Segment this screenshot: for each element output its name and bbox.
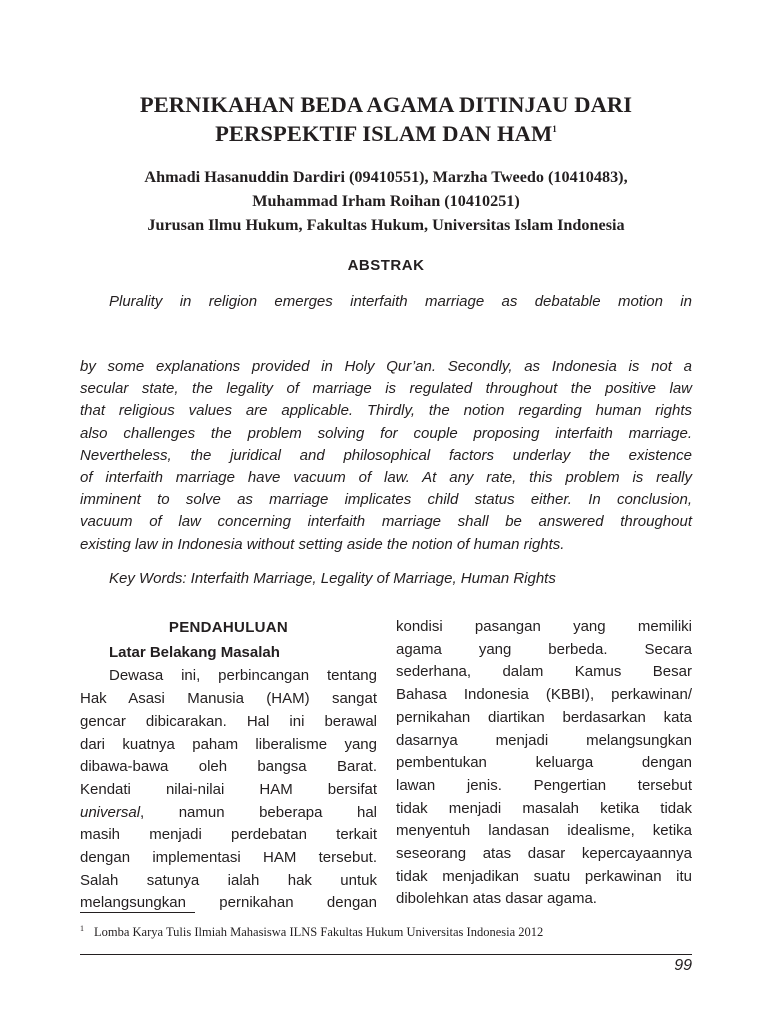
body-line: dibolehkan atas dasar agama.	[396, 890, 597, 908]
abstract-line: that religious values are applicable. Thirdly, the notion regarding human rights	[80, 402, 692, 420]
abstract-line: also challenges the problem solving for couple proposing interfaith marriage.	[80, 424, 692, 442]
footnote-text: Lomba Karya Tulis Ilmiah Mahasiswa ILNS Fakultas Hukum Universitas Indonesia 2012	[94, 925, 544, 939]
abstract-line: imminent to solve as marriage implicates child status either. In conclusion,	[80, 491, 692, 509]
body-line: masih menjadi perdebatan terkait	[80, 826, 377, 844]
body-line: Dewasa ini, perbincangan tentang	[109, 667, 377, 685]
authors-line-1: Ahmadi Hasanuddin Dardiri (09410551), Marzha Tweedo (10410483),	[144, 168, 628, 186]
page-number: 99	[674, 957, 692, 974]
body-line	[80, 802, 377, 825]
title-line-2-text: PERSPEKTIF ISLAM DAN HAM	[215, 121, 553, 146]
body-line: menyentuh landasan idealisme, ketika	[396, 822, 692, 840]
body-line: Salah satunya ialah hak untuk	[80, 871, 377, 889]
abstract-body	[80, 356, 692, 556]
abstract-line: vacuum of law concerning interfaith marriage shall be answered throughout	[80, 513, 692, 531]
abstract-first-line: Plurality in religion emerges interfaith marriage as debatable motion in	[109, 293, 692, 310]
body-line: Bahasa Indonesia (KBBI), perkawinan/	[396, 686, 692, 704]
body-line: tidak menjadi masalah ketika tidak	[396, 799, 692, 817]
body-line: pernikahan diartikan berdasarkan kata	[396, 708, 692, 726]
body-line: Kendati nilai-nilai HAM bersifat	[80, 780, 377, 798]
title-line-1: PERNIKAHAN BEDA AGAMA DITINJAU DARI	[139, 92, 633, 117]
body-line: gencar dibicarakan. Hal ini berawal	[80, 712, 377, 730]
abstract-line: existing law in Indonesia without setting aside the notion of human rights.	[80, 535, 565, 553]
footnote	[80, 924, 543, 940]
paper-title	[80, 92, 692, 146]
keywords: Key Words: Interfaith Marriage, Legality of Marriage, Human Rights	[109, 570, 556, 587]
body-line: kondisi pasangan yang memiliki	[396, 618, 692, 635]
body-line: dibawa-bawa oleh bangsa Barat.	[80, 758, 377, 776]
abstract-line: of interfaith marriage have vacuum of law. At any rate, this problem is really	[80, 469, 692, 487]
footnote-divider	[80, 912, 195, 913]
body-line: dari kuatnya paham liberalisme yang	[80, 735, 377, 753]
section-heading: PENDAHULUAN	[168, 619, 289, 636]
page-footer-rule	[80, 954, 692, 955]
body-line: dengan implementasi HAM tersebut.	[80, 849, 377, 867]
body-line-rest: , namun beberapa hal	[140, 803, 377, 821]
title-footnote-mark: 1	[552, 124, 557, 134]
authors-line-2: Muhammad Irham Roihan (10410251)	[252, 192, 520, 210]
body-line: lawan jenis. Pengertian tersebut	[396, 776, 692, 794]
abstract-line: Nevertheless, the juridical and philosophical factors underlay the existence	[80, 446, 692, 464]
body-line: pembentukan keluarga dengan	[396, 754, 692, 772]
body-line: melangsungkan pernikahan dengan	[80, 894, 377, 912]
body-line: dasarnya menjadi melangsungkan	[396, 731, 692, 749]
body-line: tidak menjadikan suatu perkawinan itu	[396, 867, 692, 885]
affiliation: Jurusan Ilmu Hukum, Fakultas Hukum, Universitas Islam Indonesia	[147, 216, 625, 234]
right-column	[396, 616, 692, 911]
author-block	[80, 165, 692, 237]
title-line-2	[80, 117, 692, 146]
body-line: agama yang berbeda. Secara	[396, 640, 692, 658]
abstract-heading: ABSTRAK	[347, 257, 425, 274]
body-line: Hak Asasi Manusia (HAM) sangat	[80, 690, 377, 708]
body-line: seseorang atas dasar kepercayaannya	[396, 845, 692, 863]
abstract-line: secular state, the legality of marriage is regulated throughout the positive law	[80, 380, 692, 398]
body-line: sederhana, dalam Kamus Besar	[396, 663, 692, 681]
abstract-line: by some explanations provided in Holy Qur’an. Secondly, as Indonesia is not a	[80, 358, 692, 375]
subsection-heading: Latar Belakang Masalah	[109, 643, 280, 661]
left-column	[80, 617, 377, 915]
italic-word: universal	[80, 803, 141, 821]
footnote-mark: 1	[80, 924, 84, 933]
